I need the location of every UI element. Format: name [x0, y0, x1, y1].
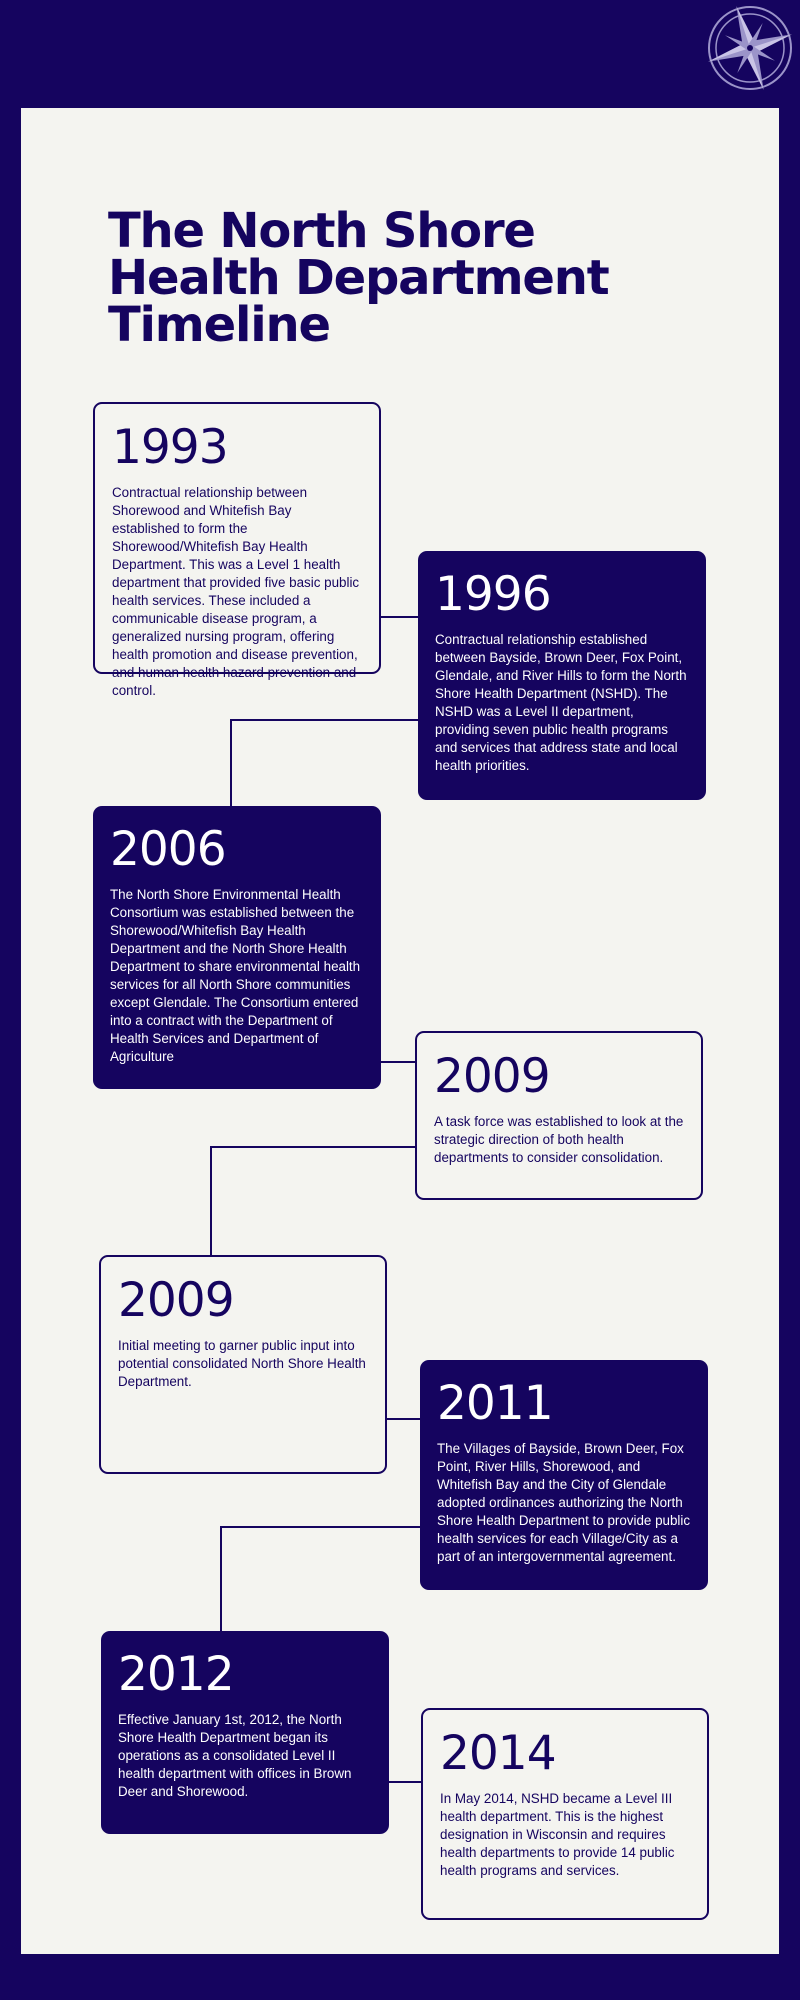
- connector-line: [210, 1146, 416, 1148]
- event-year: 2011: [437, 1376, 553, 1431]
- compass-rose-icon: [704, 2, 796, 94]
- connector-line: [380, 1061, 416, 1063]
- timeline-card-2012: [101, 1631, 389, 1834]
- event-year: 2014: [440, 1726, 556, 1781]
- event-description: In May 2014, NSHD became a Level III health department. This is the highest designation in Wisconsin and requires health departments to provide 14 public health programs and services.: [440, 1791, 675, 1878]
- event-description: Contractual relationship established between Bayside, Brown Deer, Fox Point, Glendale, and River Hills to form the North Shore Health Department (NSHD). The NSHD was a Level II department, providing seven public health programs and services that address state and local health priorities.: [435, 632, 687, 773]
- event-year: 1996: [435, 567, 551, 622]
- timeline-card-1996: [418, 551, 706, 800]
- timeline-card-1993: [93, 402, 381, 698]
- timeline-card-2009-public-input: [99, 1255, 387, 1474]
- event-year: 2009: [434, 1049, 550, 1104]
- timeline-card-2006: [93, 806, 381, 1089]
- event-description: Effective January 1st, 2012, the North Shore Health Department began its operations as a consolidated Level II health department with offices in Brown Deer and Shorewood.: [118, 1712, 352, 1799]
- connector-line: [230, 719, 232, 807]
- connector-line: [220, 1526, 421, 1528]
- event-year: 2012: [118, 1647, 234, 1702]
- connector-line: [230, 719, 419, 721]
- event-description: The Villages of Bayside, Brown Deer, Fox Point, River Hills, Shorewood, and Whitefish Bay and the City of Glendale adopted ordinances authorizing the North Shore Health Department to provide public health services for each Village/City as a part of an intergovernmental agreement.: [437, 1441, 691, 1564]
- page-title: The North Shore Health Department Timeline: [108, 203, 609, 353]
- event-description: Contractual relationship between Shorewood and Whitefish Bay established to form the Shorewood/Whitefish Bay Health Department. This was a Level 1 health department that provided five basic public health services. These included a communicable disease program, a generalized nursing program, offering health promotion and disease prevention, and human health hazard prevention and control.: [112, 485, 360, 698]
- event-description: The North Shore Environmental Health Consortium was established between the Shorewood/Whitefish Bay Health Department and the North Shore Health Department to share environmental health services for all North Shore communities except Glendale. The Consortium entered into a contract with the Department of Health Services and Department of Agriculture: [110, 887, 361, 1064]
- connector-line: [387, 1781, 422, 1783]
- timeline-card-2009-taskforce: [415, 1031, 703, 1200]
- event-description: Initial meeting to garner public input into potential consolidated North Shore Health Department.: [118, 1338, 366, 1389]
- event-description: A task force was established to look at the strategic direction of both health departments to consider consolidation.: [434, 1114, 684, 1165]
- timeline-card-2011: [420, 1360, 708, 1590]
- connector-line: [220, 1526, 222, 1632]
- connector-line: [380, 616, 419, 618]
- event-year: 2006: [110, 822, 226, 877]
- timeline-card-2014: [421, 1708, 709, 1920]
- event-year: 1993: [112, 420, 228, 475]
- connector-line: [385, 1418, 421, 1420]
- event-year: 2009: [118, 1273, 234, 1328]
- connector-line: [210, 1146, 212, 1256]
